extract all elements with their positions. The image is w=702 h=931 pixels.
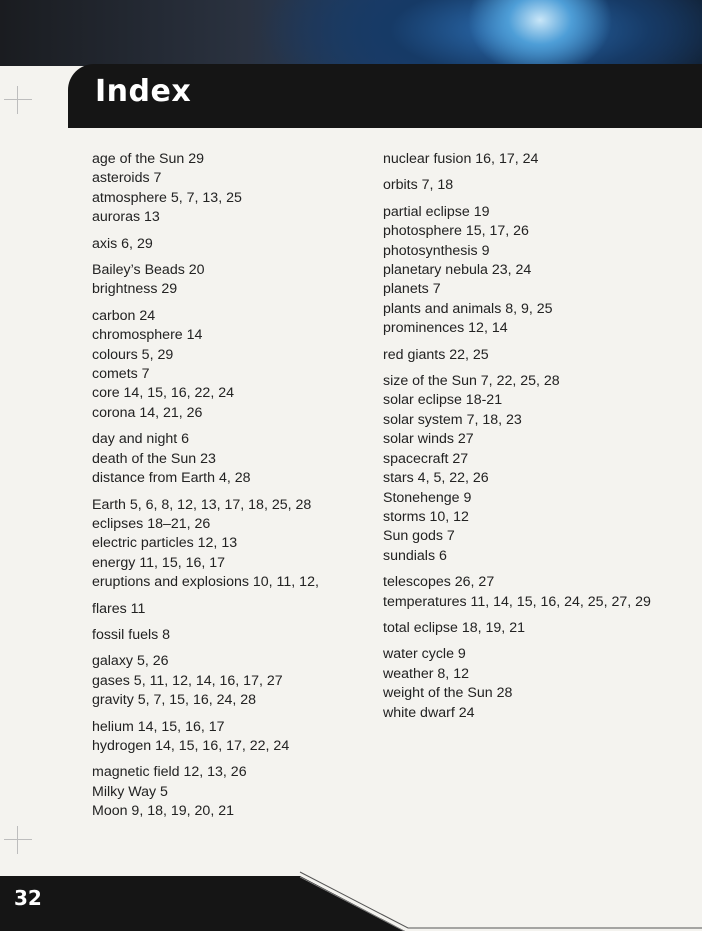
index-entry: Stonehenge 9 bbox=[383, 489, 472, 506]
index-entry: age of the Sun 29 bbox=[92, 151, 205, 167]
index-group bbox=[383, 346, 683, 365]
index-group bbox=[383, 619, 683, 638]
index-entry: size of the Sun 7, 22, 25, 28 bbox=[383, 373, 560, 390]
index-column-right bbox=[383, 150, 683, 730]
index-entry: axis 6, 29 bbox=[92, 235, 153, 252]
index-group bbox=[92, 430, 362, 488]
index-entry: colours 5, 29 bbox=[92, 346, 174, 363]
index-entry: solar system 7, 18, 23 bbox=[383, 411, 522, 428]
index-entry: solar eclipse 18-21 bbox=[383, 392, 503, 409]
index-entry: flares 11 bbox=[92, 600, 146, 617]
page-number: 32 bbox=[14, 886, 42, 910]
index-entry: Bailey’s Beads 20 bbox=[92, 262, 205, 279]
index-entry: helium 14, 15, 16, 17 bbox=[92, 718, 225, 735]
index-entry: photosynthesis 9 bbox=[383, 242, 490, 259]
index-entry: sundials 6 bbox=[383, 547, 447, 564]
index-entry: gravity 5, 7, 15, 16, 24, 28 bbox=[92, 692, 257, 709]
registration-mark-icon bbox=[4, 86, 32, 114]
index-entry: partial eclipse 19 bbox=[383, 203, 490, 220]
index-entry: hydrogen 14, 15, 16, 17, 22, 24 bbox=[92, 737, 290, 754]
index-entry: auroras 13 bbox=[92, 209, 160, 226]
index-group bbox=[383, 372, 683, 566]
index-entry: eclipses 18–21, 26 bbox=[92, 515, 211, 532]
index-entry: planets 7 bbox=[383, 281, 441, 298]
index-entry: galaxy 5, 26 bbox=[92, 653, 169, 670]
index-entry: planetary nebula 23, 24 bbox=[383, 262, 532, 279]
index-entry: red giants 22, 25 bbox=[383, 346, 489, 363]
index-entry: orbits 7, 18 bbox=[383, 177, 454, 194]
index-entry: atmosphere 5, 7, 13, 25 bbox=[92, 189, 242, 206]
index-entry: total eclipse 18, 19, 21 bbox=[383, 619, 525, 636]
index-entry: weight of the Sun 28 bbox=[383, 685, 513, 702]
index-group bbox=[383, 150, 683, 169]
index-group bbox=[92, 763, 362, 821]
index-entry: comets 7 bbox=[92, 366, 150, 383]
index-entry: Sun gods 7 bbox=[383, 528, 455, 545]
index-entry: eruptions and explosions 10, 11, 12, bbox=[92, 574, 319, 591]
page-title: Index bbox=[95, 74, 192, 109]
index-group bbox=[92, 626, 362, 645]
index-entry: magnetic field 12, 13, 26 bbox=[92, 764, 247, 781]
index-entry: Milky Way 5 bbox=[92, 783, 168, 800]
index-group bbox=[383, 176, 683, 195]
index-group bbox=[383, 203, 683, 339]
index-entry: Moon 9, 18, 19, 20, 21 bbox=[92, 803, 234, 820]
index-entry: weather 8, 12 bbox=[383, 665, 469, 682]
index-group bbox=[92, 718, 362, 757]
index-entry: nuclear fusion 16, 17, 24 bbox=[383, 151, 539, 167]
index-group bbox=[92, 307, 362, 423]
index-entry: prominences 12, 14 bbox=[383, 320, 508, 337]
index-entry: carbon 24 bbox=[92, 307, 156, 324]
index-group bbox=[383, 645, 683, 723]
index-entry: death of the Sun 23 bbox=[92, 450, 216, 467]
index-entry: brightness 29 bbox=[92, 281, 178, 298]
index-entry: energy 11, 15, 16, 17 bbox=[92, 554, 226, 571]
index-entry: plants and animals 8, 9, 25 bbox=[383, 300, 553, 317]
index-entry: chromosphere 14 bbox=[92, 327, 203, 344]
index-group bbox=[92, 261, 362, 300]
index-group bbox=[383, 573, 683, 612]
index-entry: photosphere 15, 17, 26 bbox=[383, 223, 529, 240]
index-entry: water cycle 9 bbox=[383, 646, 466, 663]
index-entry: telescopes 26, 27 bbox=[383, 574, 495, 591]
footer-bar bbox=[0, 868, 702, 931]
index-entry: corona 14, 21, 26 bbox=[92, 404, 203, 421]
index-entry: storms 10, 12 bbox=[383, 508, 469, 525]
index-entry: white dwarf 24 bbox=[383, 704, 475, 721]
index-entry: temperatures 11, 14, 15, 16, 24, 25, 27, 29 bbox=[383, 593, 651, 610]
index-entry: distance from Earth 4, 28 bbox=[92, 470, 251, 487]
index-group bbox=[92, 600, 362, 619]
index-entry: asteroids 7 bbox=[92, 170, 162, 187]
index-column-left bbox=[92, 150, 362, 829]
index-entry: fossil fuels 8 bbox=[92, 626, 171, 643]
index-group bbox=[92, 496, 362, 593]
index-entry: spacecraft 27 bbox=[383, 450, 469, 467]
index-entry: stars 4, 5, 22, 26 bbox=[383, 470, 489, 487]
index-group bbox=[92, 150, 362, 228]
index-entry: gases 5, 11, 12, 14, 16, 17, 27 bbox=[92, 672, 283, 689]
index-group bbox=[92, 235, 362, 254]
index-entry: day and night 6 bbox=[92, 431, 190, 448]
index-entry: electric particles 12, 13 bbox=[92, 535, 238, 552]
registration-mark-icon bbox=[4, 826, 32, 854]
index-entry: core 14, 15, 16, 22, 24 bbox=[92, 385, 234, 402]
index-entry: Earth 5, 6, 8, 12, 13, 17, 18, 25, 28 bbox=[92, 496, 312, 513]
index-group bbox=[92, 652, 362, 710]
index-entry: solar winds 27 bbox=[383, 431, 474, 448]
space-photo-banner bbox=[0, 0, 702, 66]
